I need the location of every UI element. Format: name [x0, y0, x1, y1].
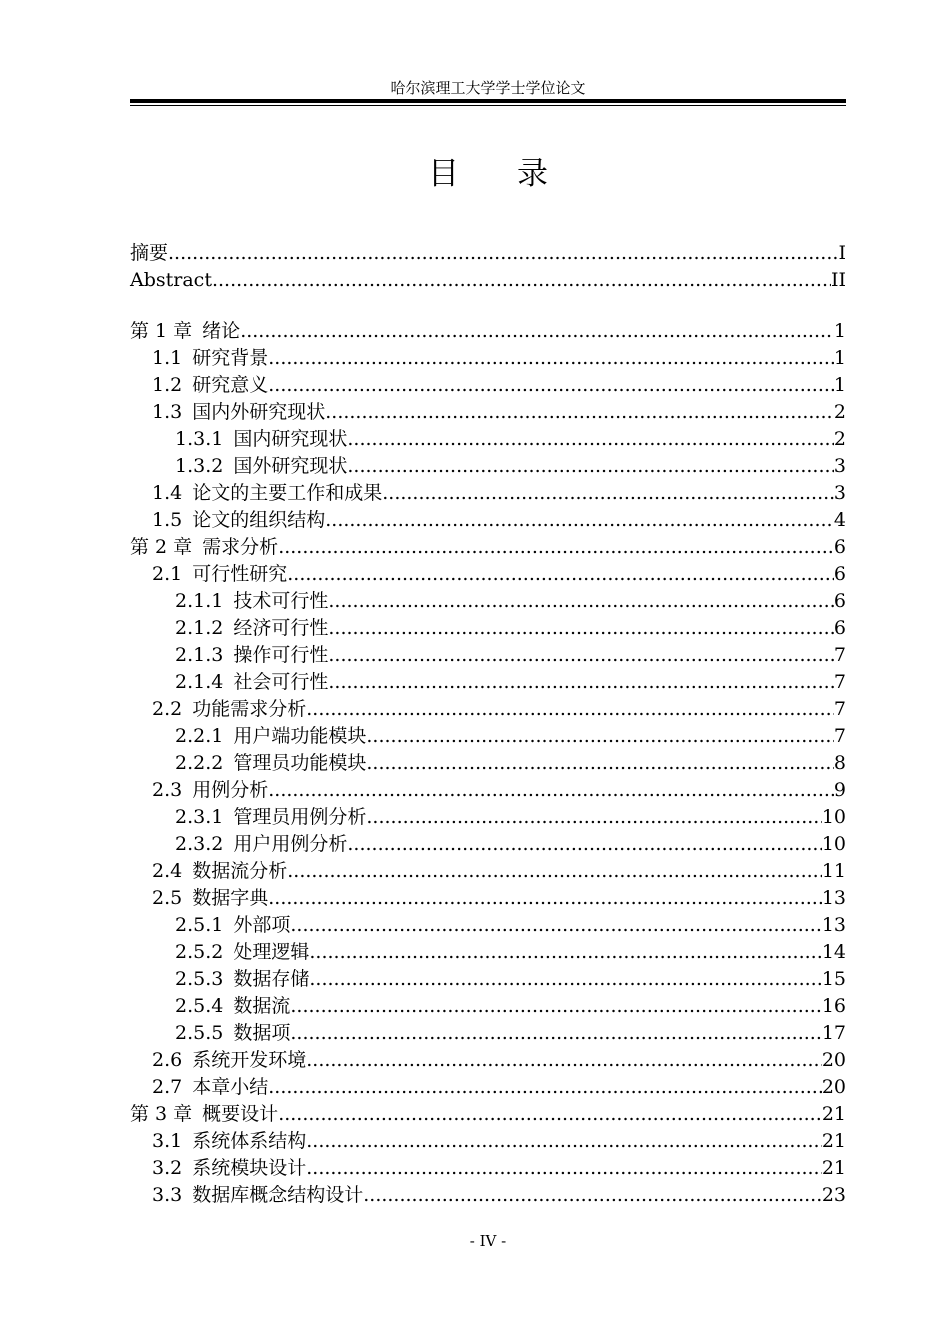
toc-entry-page: 3 — [833, 482, 846, 504]
toc-entry-page: 13 — [821, 887, 846, 909]
toc-entry-label — [175, 642, 328, 669]
toc-entry-title: 功能需求分析 — [192, 698, 307, 720]
page-number: - IV - — [469, 1232, 507, 1250]
toc-entry[interactable] — [130, 939, 846, 966]
toc-entry-title: 系统体系结构 — [192, 1130, 307, 1152]
dot-leader — [309, 939, 821, 966]
dot-leader — [347, 453, 834, 480]
toc-entry-title: 数据库概念结构设计 — [192, 1184, 364, 1206]
toc-entry-number: 2.1.1 — [175, 590, 224, 612]
toc-entry-label — [175, 939, 309, 966]
dot-leader — [347, 831, 821, 858]
toc-entry-page: 6 — [833, 563, 846, 585]
toc-entry-abstract-cn[interactable] — [130, 240, 846, 267]
header-rule-thick — [130, 99, 846, 103]
toc-entry-number: 2.5 — [152, 887, 183, 909]
toc-entry-label — [152, 1047, 306, 1074]
toc-entry-page: I — [838, 242, 846, 264]
toc-entry-number: 2.3.2 — [175, 833, 224, 855]
toc-entry[interactable] — [130, 1101, 846, 1128]
toc-entry-number: 3.1 — [152, 1130, 183, 1152]
dot-leader — [328, 588, 834, 615]
toc-entry-label — [152, 858, 287, 885]
toc-entry-page: 23 — [821, 1184, 846, 1206]
toc-entry[interactable] — [130, 777, 846, 804]
toc-entry-page: 13 — [821, 914, 846, 936]
toc-entry-label — [152, 1182, 363, 1209]
toc-entry-number: 2.1.2 — [175, 617, 224, 639]
toc-entry-title: 处理逻辑 — [233, 941, 310, 963]
toc-title — [130, 150, 846, 198]
dot-leader — [268, 885, 822, 912]
toc-entry-label — [152, 1155, 306, 1182]
toc-entry-number: 3.2 — [152, 1157, 183, 1179]
toc-entry[interactable] — [130, 885, 846, 912]
toc-entry-page: 1 — [833, 374, 846, 396]
toc-entry-title: 国内外研究现状 — [192, 401, 326, 423]
toc-entry-number: 第 1 章 — [130, 320, 193, 342]
table-of-contents — [130, 240, 846, 1209]
toc-entry-title: 操作可行性 — [233, 644, 329, 666]
toc-entry-number: 2.2.2 — [175, 752, 224, 774]
dot-leader — [290, 993, 821, 1020]
toc-entry-label — [152, 1074, 268, 1101]
dot-leader — [306, 696, 834, 723]
toc-entry[interactable] — [130, 804, 846, 831]
toc-entry[interactable] — [130, 1182, 846, 1209]
toc-entry-title: 论文的组织结构 — [192, 509, 326, 531]
toc-entry-title: 研究意义 — [192, 374, 269, 396]
toc-entry-page: 7 — [833, 725, 846, 747]
toc-entry-page: 8 — [833, 752, 846, 774]
toc-entry-label — [175, 426, 347, 453]
toc-entry[interactable] — [130, 1128, 846, 1155]
toc-entry[interactable] — [130, 615, 846, 642]
toc-entry-label — [175, 912, 290, 939]
toc-entry-label — [152, 1128, 306, 1155]
toc-entry-number: 2.2 — [152, 698, 183, 720]
toc-entry[interactable] — [130, 588, 846, 615]
toc-entry-number: 第 3 章 — [130, 1103, 193, 1125]
dot-leader — [278, 534, 834, 561]
toc-entry[interactable] — [130, 318, 846, 345]
dot-leader — [278, 1101, 822, 1128]
dot-leader — [290, 912, 821, 939]
toc-entry-page: 20 — [821, 1076, 846, 1098]
toc-entry-title: 用例分析 — [192, 779, 269, 801]
toc-entry-number: 2.6 — [152, 1049, 183, 1071]
toc-entry-page: 1 — [833, 347, 846, 369]
toc-entry-page: 6 — [833, 536, 846, 558]
toc-entry-title: 系统开发环境 — [192, 1049, 307, 1071]
toc-entry[interactable] — [130, 750, 846, 777]
dot-leader — [325, 399, 834, 426]
toc-entry-title: 用户用例分析 — [233, 833, 348, 855]
toc-entry-page: 2 — [833, 401, 846, 423]
toc-entry-page: 2 — [833, 428, 846, 450]
toc-entry-label — [175, 831, 347, 858]
toc-entry-number: 第 2 章 — [130, 536, 193, 558]
toc-entry-number: 2.1.3 — [175, 644, 224, 666]
toc-entry-page: 20 — [821, 1049, 846, 1071]
toc-entry-number: 2.7 — [152, 1076, 183, 1098]
toc-entry-label — [152, 507, 325, 534]
toc-entry-label — [130, 1101, 278, 1128]
toc-entry-label — [152, 696, 306, 723]
toc-entry-number: 1.3 — [152, 401, 183, 423]
toc-entry[interactable] — [130, 696, 846, 723]
toc-entry-number: 1.3.1 — [175, 428, 224, 450]
dot-leader — [347, 426, 834, 453]
toc-entry[interactable] — [130, 453, 846, 480]
toc-entry[interactable] — [130, 507, 846, 534]
dot-leader — [306, 1155, 822, 1182]
toc-entry-title: 管理员用例分析 — [233, 806, 367, 828]
toc-entry-title: 数据流分析 — [192, 860, 288, 882]
toc-entry[interactable] — [130, 426, 846, 453]
toc-entry-label — [152, 561, 287, 588]
toc-entry-page: 4 — [833, 509, 846, 531]
toc-entry[interactable] — [130, 912, 846, 939]
toc-entry[interactable] — [130, 993, 846, 1020]
toc-spacer — [130, 294, 846, 318]
toc-entry[interactable] — [130, 669, 846, 696]
toc-entry-title: 摘要 — [130, 242, 169, 264]
toc-entry-page: 6 — [833, 617, 846, 639]
toc-entry[interactable] — [130, 1155, 846, 1182]
toc-entries — [130, 318, 846, 1209]
toc-entry-title: Abstract — [130, 269, 212, 291]
toc-entry-page: 17 — [821, 1022, 846, 1044]
toc-title-char-1: 目 — [428, 156, 459, 192]
toc-entry-title: 数据存储 — [233, 968, 310, 990]
toc-entry-label — [175, 588, 328, 615]
dot-leader — [287, 858, 822, 885]
toc-entry[interactable] — [130, 1047, 846, 1074]
toc-entry-page: II — [830, 269, 846, 291]
toc-entry-title: 系统模块设计 — [192, 1157, 307, 1179]
toc-entry-label — [130, 318, 240, 345]
toc-entry-label — [152, 399, 325, 426]
toc-entry-title: 社会可行性 — [233, 671, 329, 693]
toc-entry-page: 7 — [833, 644, 846, 666]
toc-entry-title: 技术可行性 — [233, 590, 329, 612]
toc-entry-number: 2.5.3 — [175, 968, 224, 990]
toc-entry-page: 7 — [833, 671, 846, 693]
toc-entry[interactable] — [130, 858, 846, 885]
dot-leader — [290, 1020, 821, 1047]
toc-entry[interactable] — [130, 399, 846, 426]
dot-leader — [168, 240, 838, 267]
toc-entry-label — [130, 534, 278, 561]
toc-entry[interactable] — [130, 642, 846, 669]
toc-entry-number: 2.5.1 — [175, 914, 224, 936]
dot-leader — [363, 1182, 822, 1209]
toc-entry-number: 2.5.5 — [175, 1022, 224, 1044]
toc-entry-title: 绪论 — [202, 320, 241, 342]
toc-entry-page: 21 — [821, 1103, 846, 1125]
dot-leader — [325, 507, 834, 534]
toc-title-char-2: 录 — [517, 156, 548, 192]
dot-leader — [268, 372, 834, 399]
toc-entry-number: 2.1.4 — [175, 671, 224, 693]
toc-entry-title: 用户端功能模块 — [233, 725, 367, 747]
toc-entry-title: 国内研究现状 — [233, 428, 348, 450]
toc-entry-title: 本章小结 — [192, 1076, 269, 1098]
toc-entry-page: 1 — [833, 320, 846, 342]
toc-entry[interactable] — [130, 831, 846, 858]
dot-leader — [366, 723, 834, 750]
dot-leader — [268, 777, 834, 804]
toc-entry-label — [175, 669, 328, 696]
dot-leader — [328, 615, 834, 642]
dot-leader — [328, 642, 834, 669]
toc-entry-number: 3.3 — [152, 1184, 183, 1206]
toc-entry-number: 2.5.2 — [175, 941, 224, 963]
toc-entry-label — [152, 345, 268, 372]
toc-entry-page: 11 — [821, 860, 846, 882]
toc-entry-page: 14 — [821, 941, 846, 963]
toc-entry-title: 数据字典 — [192, 887, 269, 909]
dot-leader — [366, 750, 834, 777]
toc-entry-number: 1.5 — [152, 509, 183, 531]
toc-entry-number: 2.3 — [152, 779, 183, 801]
dot-leader — [268, 1074, 822, 1101]
toc-entry-abstract-en[interactable] — [130, 267, 846, 294]
toc-entry-label — [175, 993, 290, 1020]
toc-entry[interactable] — [130, 966, 846, 993]
toc-entry-label — [175, 966, 309, 993]
toc-entry-number: 2.5.4 — [175, 995, 224, 1017]
toc-entry-label — [152, 480, 382, 507]
toc-entry-label — [175, 615, 328, 642]
toc-entry[interactable] — [130, 723, 846, 750]
toc-entry[interactable] — [130, 1020, 846, 1047]
toc-entry-title: 可行性研究 — [192, 563, 288, 585]
toc-entry-page: 21 — [821, 1157, 846, 1179]
dot-leader — [306, 1047, 822, 1074]
toc-entry-label — [175, 1020, 290, 1047]
running-header: 哈尔滨理工大学学士学位论文 — [390, 79, 586, 97]
toc-entry-page: 16 — [821, 995, 846, 1017]
toc-entry-label — [152, 777, 268, 804]
header-rule-thin — [130, 105, 846, 106]
toc-entry-page: 7 — [833, 698, 846, 720]
toc-entry[interactable] — [130, 372, 846, 399]
toc-entry-label — [175, 750, 366, 777]
toc-entry-title: 经济可行性 — [233, 617, 329, 639]
toc-entry-number: 1.1 — [152, 347, 183, 369]
dot-leader — [309, 966, 821, 993]
toc-entry-title: 数据流 — [233, 995, 291, 1017]
toc-entry-title: 国外研究现状 — [233, 455, 348, 477]
toc-entry-title: 数据项 — [233, 1022, 291, 1044]
toc-entry-number: 2.1 — [152, 563, 183, 585]
toc-entry-number: 1.4 — [152, 482, 183, 504]
dot-leader — [212, 267, 831, 294]
toc-entry-page: 3 — [833, 455, 846, 477]
toc-entry-title: 论文的主要工作和成果 — [192, 482, 383, 504]
dot-leader — [366, 804, 821, 831]
toc-entry-label — [152, 372, 268, 399]
toc-entry-label — [152, 885, 268, 912]
toc-entry-page: 6 — [833, 590, 846, 612]
toc-entry-title: 研究背景 — [192, 347, 269, 369]
dot-leader — [382, 480, 834, 507]
toc-entry-title: 管理员功能模块 — [233, 752, 367, 774]
toc-entry-page: 9 — [833, 779, 846, 801]
toc-entry[interactable] — [130, 1074, 846, 1101]
dot-leader — [287, 561, 834, 588]
toc-entry-page: 21 — [821, 1130, 846, 1152]
toc-entry[interactable] — [130, 534, 846, 561]
toc-entry-page: 10 — [821, 806, 846, 828]
toc-entry-page: 15 — [821, 968, 846, 990]
dot-leader — [328, 669, 834, 696]
dot-leader — [268, 345, 834, 372]
dot-leader — [306, 1128, 822, 1155]
toc-entry-number: 2.2.1 — [175, 725, 224, 747]
toc-entry-label — [175, 804, 366, 831]
toc-entry-number: 1.2 — [152, 374, 183, 396]
toc-entry-page: 10 — [821, 833, 846, 855]
toc-entry[interactable] — [130, 561, 846, 588]
toc-entry[interactable] — [130, 480, 846, 507]
toc-entry-number: 2.4 — [152, 860, 183, 882]
toc-entry[interactable] — [130, 345, 846, 372]
toc-entry-number: 2.3.1 — [175, 806, 224, 828]
toc-entry-label — [175, 723, 366, 750]
dot-leader — [240, 318, 834, 345]
toc-entry-label — [175, 453, 347, 480]
toc-entry-number: 1.3.2 — [175, 455, 224, 477]
toc-entry-title: 外部项 — [233, 914, 291, 936]
toc-entry-title: 概要设计 — [202, 1103, 279, 1125]
toc-entry-title: 需求分析 — [202, 536, 279, 558]
